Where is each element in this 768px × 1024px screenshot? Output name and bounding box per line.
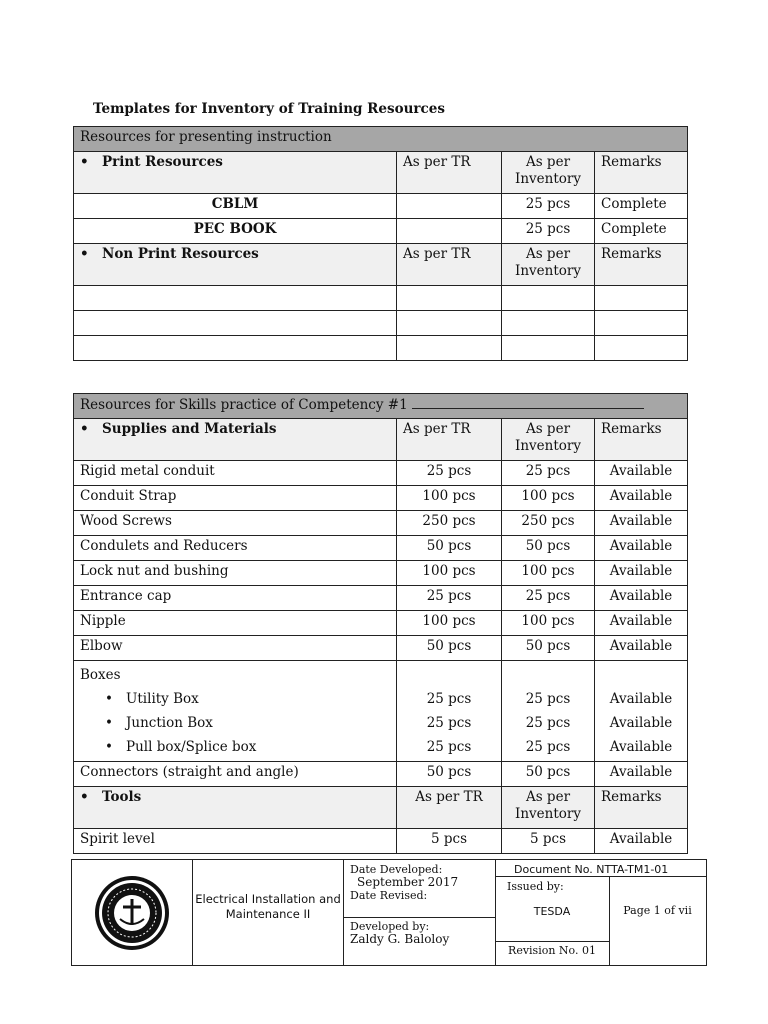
table-row: Conduit Strap 100 pcs 100 pcs Available bbox=[74, 486, 688, 511]
table-row: Wood Screws 250 pcs 250 pcs Available bbox=[74, 511, 688, 536]
table-row: Nipple 100 pcs 100 pcs Available bbox=[74, 611, 688, 636]
date-revised-label: Date Revised: bbox=[350, 889, 428, 902]
table-row: Entrance cap 25 pcs 25 pcs Available bbox=[74, 586, 688, 611]
column-header-inventory: As per Inventory bbox=[502, 419, 595, 461]
table-row: Elbow 50 pcs 50 pcs Available bbox=[74, 636, 688, 661]
section-label: • Non Print Resources bbox=[74, 244, 397, 286]
column-header-remarks: Remarks bbox=[595, 419, 688, 461]
column-header-remarks: Remarks bbox=[595, 152, 688, 194]
revision-number: Revision No. 01 bbox=[508, 944, 596, 957]
table-row bbox=[74, 311, 688, 336]
section-label: • Supplies and Materials bbox=[74, 419, 397, 461]
page-title: Templates for Inventory of Training Resources bbox=[93, 101, 445, 117]
instruction-resources-table bbox=[73, 126, 688, 361]
table-row: Connectors (straight and angle) 50 pcs 50 pcs Available bbox=[74, 762, 688, 787]
issued-by: TESDA bbox=[533, 905, 571, 918]
developed-by: Zaldy G. Baloloy bbox=[350, 932, 450, 946]
date-developed-label: Date Developed: bbox=[350, 863, 443, 876]
table-header: Resources for presenting instruction bbox=[74, 127, 688, 152]
table-header: Resources for Skills practice of Competency #1 bbox=[74, 394, 688, 419]
table-row: Rigid metal conduit 25 pcs 25 pcs Available bbox=[74, 461, 688, 486]
column-header-inventory: As per Inventory bbox=[502, 152, 595, 194]
section-label: • Tools bbox=[74, 787, 397, 829]
column-header-inventory: As per Inventory bbox=[502, 787, 595, 829]
table-row-boxes: Boxes • Utility Box • Junction Box • Pull box/Splice box 25 pcs 25 pcs 25 pcs 25 pcs 25 pcs 25 pcs Available Available Available bbox=[74, 661, 688, 762]
issued-by-label: Issued by: bbox=[507, 880, 564, 893]
section-label: • Print Resources bbox=[74, 152, 397, 194]
column-header-tr: As per TR bbox=[397, 419, 502, 461]
column-header-inventory: As per Inventory bbox=[502, 244, 595, 286]
table-row: Lock nut and bushing 100 pcs 100 pcs Available bbox=[74, 561, 688, 586]
skills-resources-table bbox=[73, 393, 688, 854]
boxes-label: Boxes bbox=[80, 667, 121, 683]
date-developed: September 2017 bbox=[357, 875, 459, 889]
column-header-tr: As per TR bbox=[397, 787, 502, 829]
table-row bbox=[74, 286, 688, 311]
table-row bbox=[74, 336, 688, 361]
developed-by-label: Developed by: bbox=[350, 920, 430, 933]
school-seal-logo bbox=[92, 873, 172, 953]
column-header-tr: As per TR bbox=[397, 244, 502, 286]
course-name: Electrical Installation and Maintenance II bbox=[195, 892, 341, 921]
table-row: CBLM 25 pcs Complete bbox=[74, 194, 688, 219]
page-number: Page 1 of vii bbox=[623, 904, 692, 917]
column-header-remarks: Remarks bbox=[595, 244, 688, 286]
table-row: PEC BOOK 25 pcs Complete bbox=[74, 219, 688, 244]
document-footer bbox=[71, 859, 707, 966]
document-number: Document No. NTTA-TM1-01 bbox=[514, 863, 669, 876]
table-row: Spirit level 5 pcs 5 pcs Available bbox=[74, 829, 688, 854]
table-row: Condulets and Reducers 50 pcs 50 pcs Available bbox=[74, 536, 688, 561]
blank-line bbox=[412, 396, 644, 409]
column-header-tr: As per TR bbox=[397, 152, 502, 194]
column-header-remarks: Remarks bbox=[595, 787, 688, 829]
